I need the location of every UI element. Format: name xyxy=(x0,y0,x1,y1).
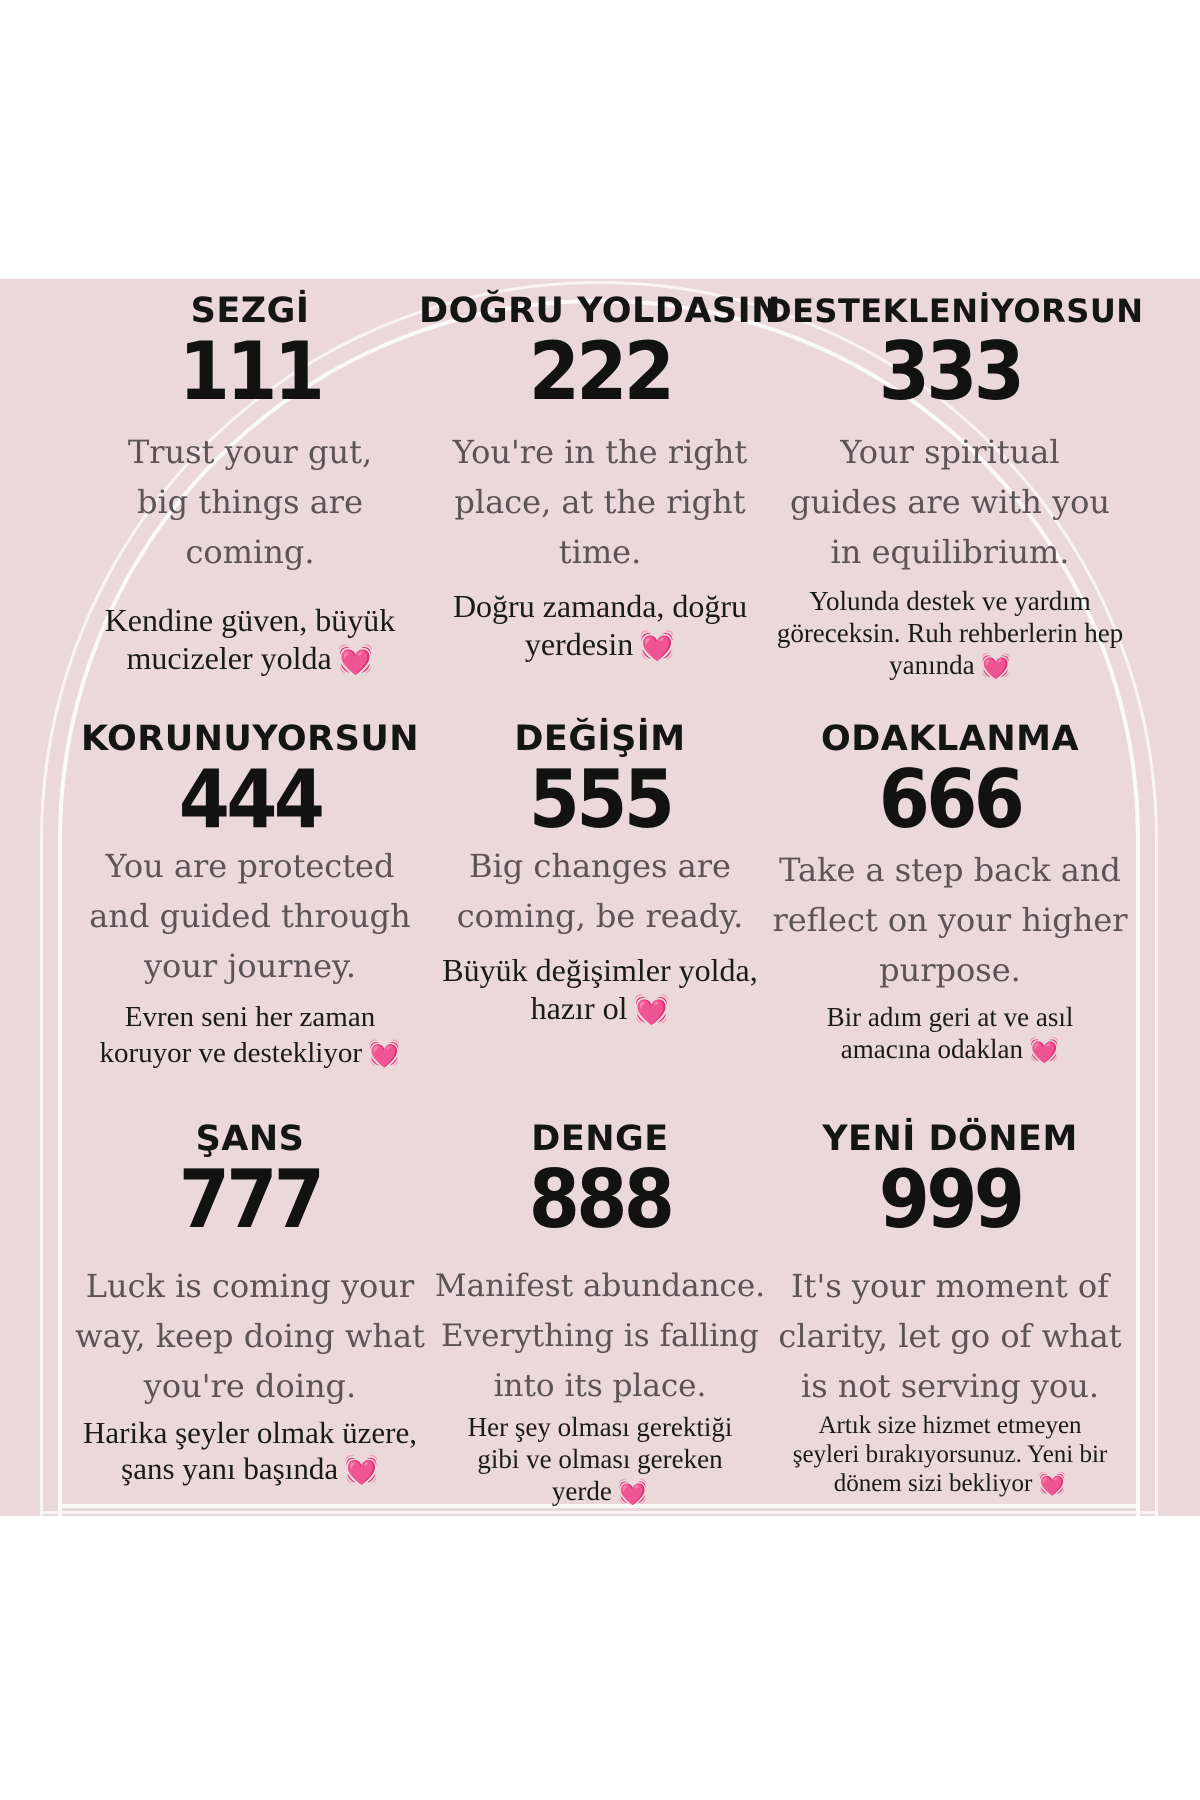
heart-icon: 💓 xyxy=(1038,1471,1067,1497)
heart-icon: 💓 xyxy=(368,1039,401,1069)
turkish-text: Evren seni her zaman koruyor ve destekliyor xyxy=(99,1001,376,1069)
angel-number: 333 xyxy=(878,325,1022,418)
number-cell-555 xyxy=(415,719,785,1028)
heart-icon: 💓 xyxy=(633,992,670,1026)
turkish-text: Kendine güven, büyük mucizeler yolda xyxy=(104,602,396,676)
english-meaning: Manifest abundance. Everything is falling into its place. xyxy=(434,1268,766,1404)
english-meaning: Your spiritual guides are with you in equilibrium. xyxy=(789,433,1111,571)
turkish-meaning xyxy=(65,999,435,1072)
cell-title: ŞANS xyxy=(195,1119,305,1159)
cell-title: ODAKLANMA xyxy=(820,719,1080,759)
cell-title: SEZGİ xyxy=(190,291,310,331)
angel-number: 777 xyxy=(178,1153,322,1246)
cell-title: KORUNUYORSUN xyxy=(80,719,420,759)
number-cell-888 xyxy=(415,1119,785,1508)
turkish-meaning xyxy=(65,601,435,678)
cell-title: YENİ DÖNEM xyxy=(822,1119,1078,1159)
heart-icon: 💓 xyxy=(337,642,374,676)
turkish-meaning xyxy=(415,1411,785,1508)
turkish-meaning xyxy=(415,951,785,1028)
cell-title: DEĞİŞİM xyxy=(514,719,686,759)
turkish-text: Artık size hizmet etmeyen şeyleri bırakıyorsunuz. Yeni bir dönem sizi bekliyor xyxy=(792,1412,1108,1497)
angel-number: 111 xyxy=(178,325,322,418)
heart-icon: 💓 xyxy=(639,628,676,662)
english-meaning: It's your moment of clarity, let go of what is not serving you. xyxy=(778,1267,1122,1405)
turkish-meaning xyxy=(765,1411,1135,1499)
angel-numbers-card xyxy=(0,279,1200,1516)
heart-icon: 💓 xyxy=(617,1477,649,1506)
turkish-text: Doğru zamanda, doğru yerdesin xyxy=(452,588,748,662)
turkish-text: Harika şeyler olmak üzere, şans yanı başında xyxy=(83,1415,417,1486)
angel-number: 888 xyxy=(528,1153,672,1246)
number-cell-444 xyxy=(65,719,435,1072)
number-cell-222 xyxy=(415,291,785,664)
heart-icon: 💓 xyxy=(344,1453,379,1486)
number-cell-999 xyxy=(765,1119,1135,1499)
number-cell-333 xyxy=(765,291,1144,682)
number-cell-111 xyxy=(65,291,435,678)
turkish-meaning xyxy=(765,1001,1135,1066)
turkish-text: Bir adım geri at ve asıl amacına odaklan xyxy=(826,1002,1074,1064)
cell-title: DESTEKLENİYORSUN xyxy=(765,292,1144,330)
cell-title: DENGE xyxy=(531,1119,669,1159)
english-meaning: Trust your gut, big things are coming. xyxy=(127,433,373,571)
base-divider-outer xyxy=(40,1511,1158,1514)
turkish-meaning xyxy=(65,1415,435,1488)
heart-icon: 💓 xyxy=(1028,1035,1060,1064)
angel-number: 555 xyxy=(528,753,672,846)
english-meaning: You're in the right place, at the right time. xyxy=(452,433,748,571)
number-cell-777 xyxy=(65,1119,435,1488)
turkish-text: Büyük değişimler yolda, hazır ol xyxy=(442,952,758,1026)
turkish-meaning xyxy=(765,585,1135,682)
angel-number: 999 xyxy=(878,1153,1022,1246)
cell-title: DOĞRU YOLDASIN xyxy=(419,291,781,331)
english-meaning: Take a step back and reflect on your higher purpose. xyxy=(772,851,1128,989)
angel-number: 444 xyxy=(178,753,322,846)
angel-number: 666 xyxy=(878,753,1022,846)
turkish-text: Her şey olması gerektiği gibi ve olması gereken yerde xyxy=(467,1412,733,1506)
turkish-text: Yolunda destek ve yardım göreceksin. Ruh rehberlerin hep yanında xyxy=(776,586,1124,680)
english-meaning: You are protected and guided through your journey. xyxy=(89,847,411,985)
english-meaning: Luck is coming your way, keep doing what you're doing. xyxy=(75,1267,425,1405)
heart-icon: 💓 xyxy=(980,651,1011,680)
number-cell-666 xyxy=(765,719,1135,1066)
angel-number: 222 xyxy=(528,325,672,418)
english-meaning: Big changes are coming, be ready. xyxy=(456,847,744,935)
turkish-meaning xyxy=(415,587,785,664)
